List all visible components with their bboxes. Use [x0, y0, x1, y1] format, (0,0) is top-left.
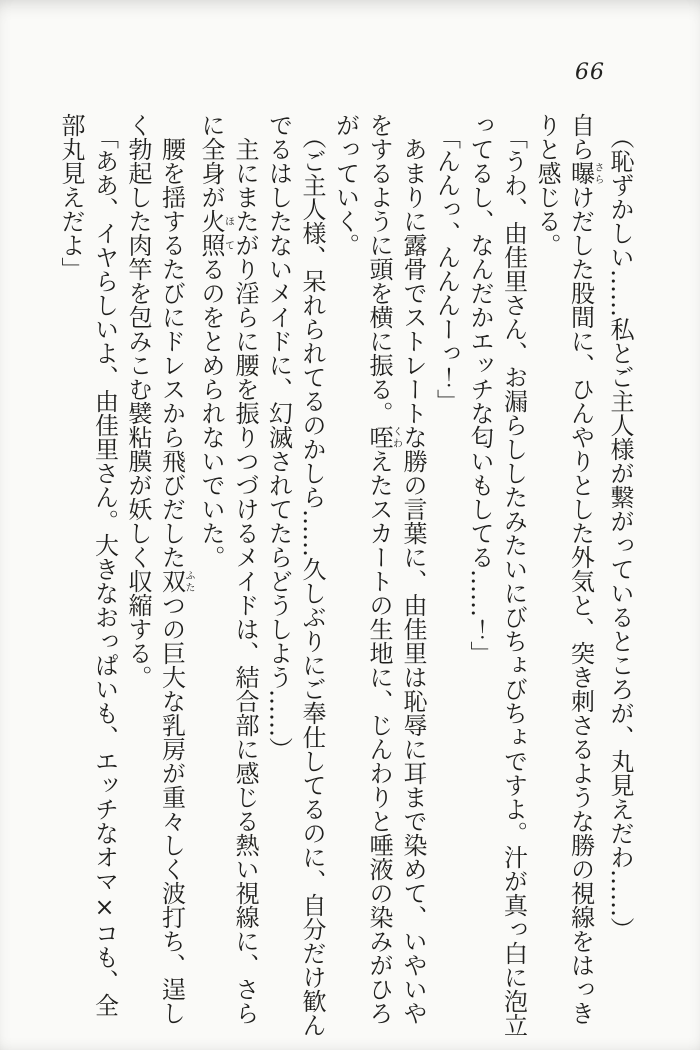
paragraph: 「んんっ、んんんーっ！」: [432, 125, 461, 413]
paragraph: 主にまたがり淫らに腰を振りつづけるメイドは、結合部に感じる熱い視線に、さらに全身が火照ほてるのをとめられないでいた。: [197, 113, 259, 1025]
ruby-annotated-word: 曝さら: [566, 161, 603, 185]
text-area: [54, 113, 637, 1037]
paragraph: 「ああ、イヤらしいよ、由佳里さん。大きなおっぱいも、エッチなオマ×コも、全部丸見えだよ」: [57, 113, 119, 1017]
ruby-annotated-word: 咥くわ: [365, 425, 402, 449]
ruby-annotated-word: 火照ほて: [197, 209, 234, 257]
paragraph: 「うわ、由佳里さん、お漏らししたみたいにびちょびちょですよ。汁が真っ白に泡立ってるし、なんだかエッチな匂いもしてる……！」: [466, 113, 528, 1037]
ruby-annotated-word: 双ふた: [157, 569, 194, 593]
paragraph: 自ら曝さらけだした股間に、ひんやりとした外気と、突き刺さるような勝の視線をはっきりと感じる。: [533, 113, 603, 1025]
paragraph: 腰を揺するたびにドレスから飛びだした双ふたつの巨大な乳房が重々しく波打ち、逞しく勃起した肉竿を包みこむ襞粘膜が妖しく収縮する。: [124, 113, 194, 1025]
page-number: 66: [575, 60, 605, 85]
paragraph: あまりに露骨でストレートな勝の言葉に、由佳里は恥辱に耳まで染めて、いやいやをするように頭を横に振る。咥くわえたスカートの生地に、じんわりと唾液の染みがひろがっていく。: [331, 113, 427, 1025]
paragraph: （ご主人様、呆れられてるのかしら……久しぶりにご奉仕してるのに、自分だけ歓んでるはしたないメイドに、幻滅されてたらどうしよう……）: [264, 113, 326, 1037]
paragraph: （恥ずかしい……私とご主人様が繋がっているところが、丸見えだわ……）: [606, 125, 634, 941]
